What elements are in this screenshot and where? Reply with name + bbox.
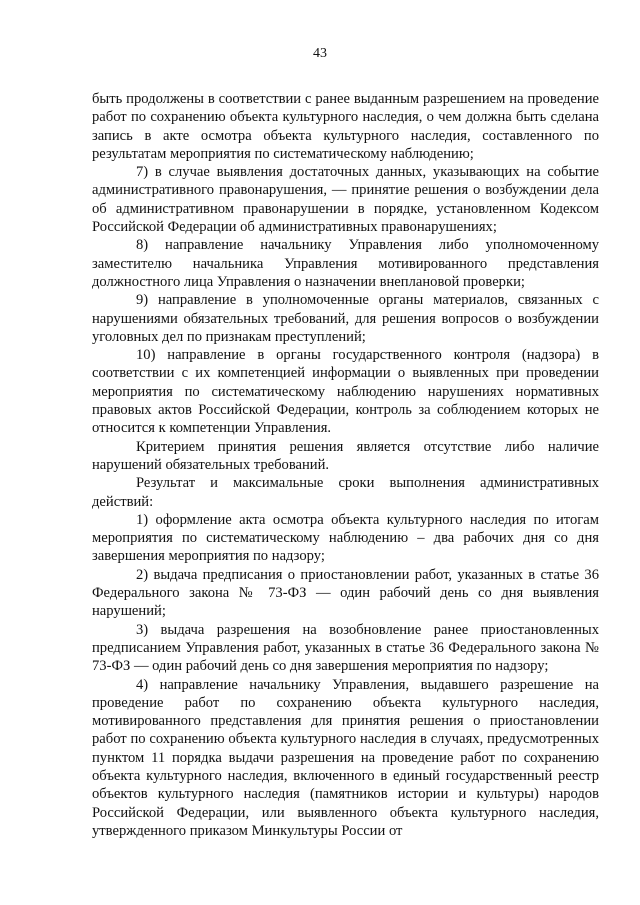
document-body xyxy=(92,90,599,840)
paragraph-results-heading: Результат и максимальные сроки выполнения административных действий: xyxy=(92,475,599,510)
paragraph-item-10: 10) направление в органы государственного контроля (надзора) в соответствии с их компетенцией информации о выявленных при проведении мероприятия по систематическому наблюдению нарушениях нормативных правовых актов Российской Федерации, контроль за соблюдением которых не относится к компетенции Управления. xyxy=(92,347,599,437)
page-number: 43 xyxy=(313,46,327,61)
paragraph-continuation: быть продолжены в соответствии с ранее выданным разрешением на проведение работ по сохранению объекта культурного наследия, о чем должна быть сделана запись в акте осмотра объекта культурного наследия, составленного по результатам мероприятия по систематическому наблюдению; xyxy=(92,91,599,162)
paragraph-item-9: 9) направление в уполномоченные органы материалов, связанных с нарушениями обязательных требований, для решения вопросов о возбуждении уголовных дел по признакам преступлений; xyxy=(92,292,599,345)
paragraph-criterion: Критерием принятия решения является отсутствие либо наличие нарушений обязательных требований. xyxy=(92,438,599,473)
paragraph-item-8: 8) направление начальнику Управления либо уполномоченному заместителю начальника Управления мотивированного представления должностного лица Управления о назначении внеплановой проверки; xyxy=(92,237,599,290)
paragraph-result-1: 1) оформление акта осмотра объекта культурного наследия по итогам мероприятия по систематическому наблюдению – два рабочих дня со дня завершения мероприятия по надзору; xyxy=(92,511,599,565)
paragraph-result-4: 4) направление начальнику Управления, выдавшего разрешение на проведение работ по сохранению объекта культурного наследия, мотивированного представления для принятия решения о приостановлении работ по сохранению объекта культурного наследия в случаях, предусмотренных пунктом 11 порядка выдачи разрешения на проведение работ по сохранению объекта культурного наследия, включенного в единый государственный реестр объектов культурного наследия (памятников истории и культуры) народов Российской Федерации, или выявленного объекта культурного наследия, утвержденного приказом Минкультуры России от xyxy=(92,676,599,839)
paragraph-item-7: 7) в случае выявления достаточных данных, указывающих на событие административного правонарушения, — принятие решения о возбуждении дела об административном правонарушении в порядке, установленном Кодексом Российской Федерации об административных правонарушениях; xyxy=(92,164,599,236)
paragraph-result-2: 2) выдача предписания о приостановлении работ, указанных в статье 36 Федерального закона № 73-ФЗ — один рабочий день со дня выявления нарушений; xyxy=(92,566,599,620)
paragraph-result-3: 3) выдача разрешения на возобновление ранее приостановленных предписанием Управления работ, указанных в статье 36 Федерального закона № 73-ФЗ — один рабочий день со дня завершения мероприятия по надзору; xyxy=(92,621,599,675)
